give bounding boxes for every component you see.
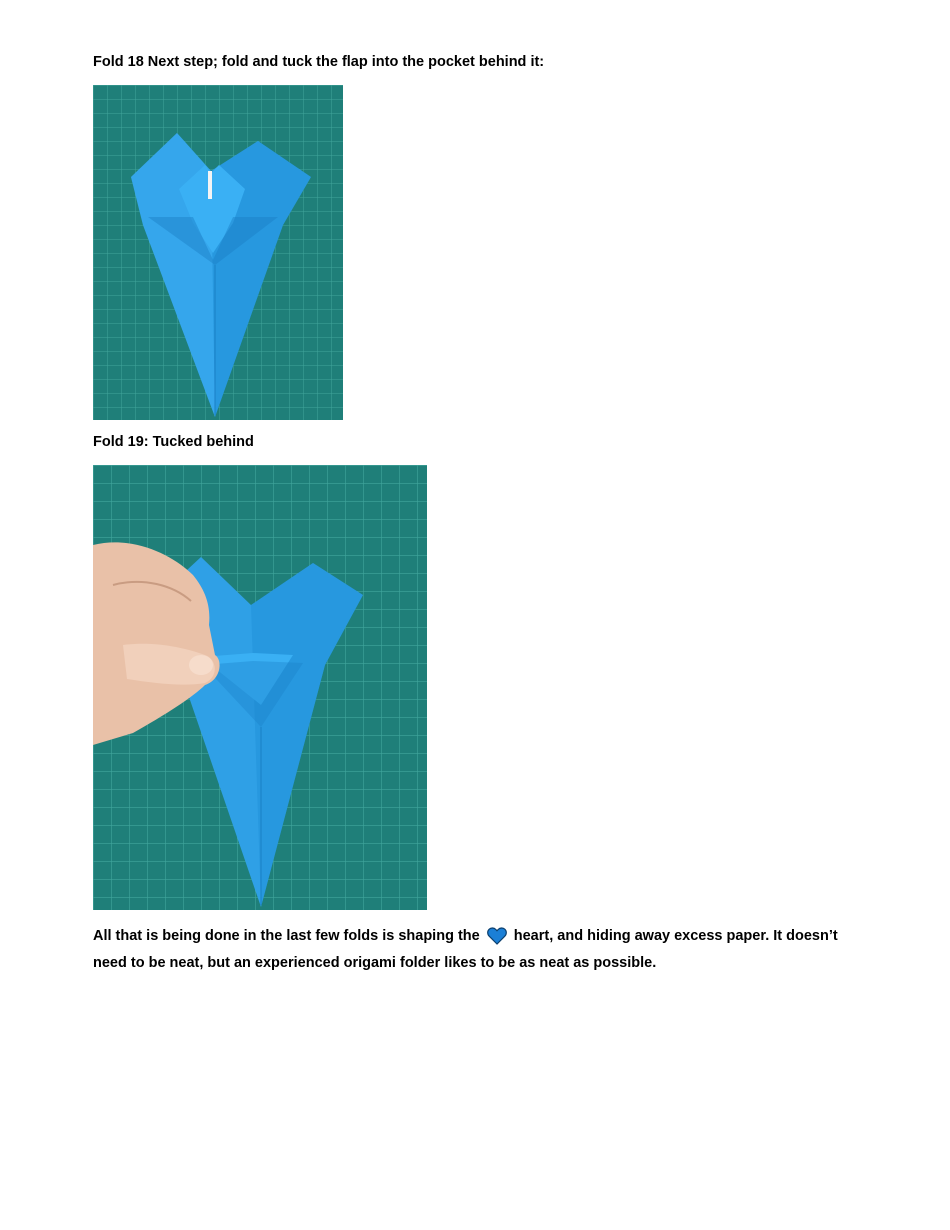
fold-18-heading: Fold 18 Next step; fold and tuck the flap into the pocket behind it: xyxy=(93,54,545,70)
closing-paragraph xyxy=(93,925,873,974)
fold-18-illustration xyxy=(93,85,343,420)
closing-text-part-1: All that is being done in the last few folds is shaping the xyxy=(93,928,480,944)
fold-19-heading: Fold 19: Tucked behind xyxy=(93,434,254,450)
blue-heart-icon xyxy=(487,927,507,952)
closing-text-part-2: heart, and hiding away excess paper. It doesn’t need to be neat, but an experienced origami folder likes to be as neat as possible. xyxy=(93,928,838,971)
fold-19-photo xyxy=(93,465,427,910)
fold-18-photo xyxy=(93,85,343,420)
fold-19-illustration xyxy=(93,465,427,910)
